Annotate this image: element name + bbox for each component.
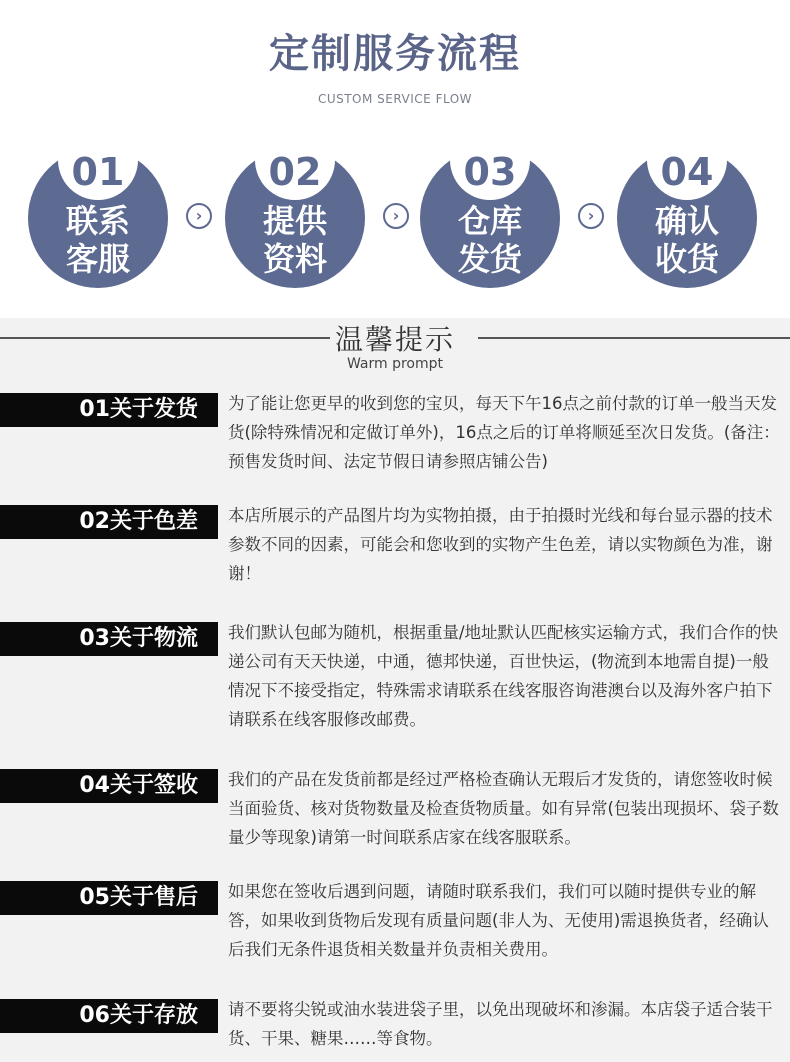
step-provide-info <box>225 148 365 288</box>
notice-text: 本店所展示的产品图片均为实物拍摄，由于拍摄时光线和每台显示器的技术参数不同的因素，可能会和您收到的实物产生色差，请以实物颜色为准，谢谢！ <box>228 506 773 583</box>
notice-tag: 04关于签收 <box>0 769 218 803</box>
page-subtitle: CUSTOM SERVICE FLOW <box>317 92 473 106</box>
step-label: 提供 资料 <box>262 202 327 278</box>
chevron-right-icon: › <box>383 203 409 229</box>
notice-tag: 06关于存放 <box>0 999 218 1033</box>
step-contact-service <box>28 148 168 288</box>
notice-tag: 01关于发货 <box>0 393 218 427</box>
page-title: 定制服务流程 <box>269 31 521 77</box>
step-label: 联系 客服 <box>65 202 130 278</box>
notice-text: 为了能让您更早的收到您的宝贝，每天下午16点之前付款的订单一般当天发货(除特殊情况和定做订单外)，16点之后的订单将顺延至次日发货。(备注：预售发货时间、法定节假日请参照店铺公告) <box>228 394 780 471</box>
notice-tag: 02关于色差 <box>0 505 218 539</box>
step-number: 01 <box>71 150 125 194</box>
chevron-right-icon: › <box>186 203 212 229</box>
chevron-right-icon: › <box>578 203 604 229</box>
notice-tag: 05关于售后 <box>0 881 218 915</box>
notice-text: 如果您在签收后遇到问题，请随时联系我们，我们可以随时提供专业的解答，如果收到货物后发现有质量问题(非人为、无使用)需退换货者，经确认后我们无条件退货相关数量并负责相关费用。 <box>228 882 769 959</box>
step-number: 03 <box>463 150 517 194</box>
step-number: 02 <box>268 150 322 194</box>
step-confirm-receipt <box>617 148 757 288</box>
notice-text: 请不要将尖锐或油水装进袋子里，以免出现破坏和渗漏。本店袋子适合装干货、干果、糖果……等食物。 <box>228 1000 773 1048</box>
step-number: 04 <box>660 150 714 194</box>
notice-tag: 03关于物流 <box>0 622 218 656</box>
step-label: 确认 收货 <box>654 202 719 278</box>
notice-text: 我们的产品在发货前都是经过严格检查确认无瑕后才发货的，请您签收时候当面验货、核对货物数量及检查货物质量。如有异常(包装出现损坏、袋子数量少等现象)请第一时间联系店家在线客服联系。 <box>228 770 779 847</box>
prompt-subtitle: Warm prompt <box>346 356 444 372</box>
step-label: 仓库 发货 <box>457 202 522 278</box>
prompt-title: 温馨提示 <box>334 323 455 356</box>
step-warehouse-shipping <box>420 148 560 288</box>
notice-text: 我们默认包邮为随机，根据重量/地址默认匹配核实运输方式，我们合作的快递公司有天天快递，中通，德邦快递，百世快运，(物流到本地需自提)一般情况下不接受指定，特殊需求请联系在线客服咨询港澳台以及海外客户拍下请联系在线客服修改邮费。 <box>228 623 779 729</box>
